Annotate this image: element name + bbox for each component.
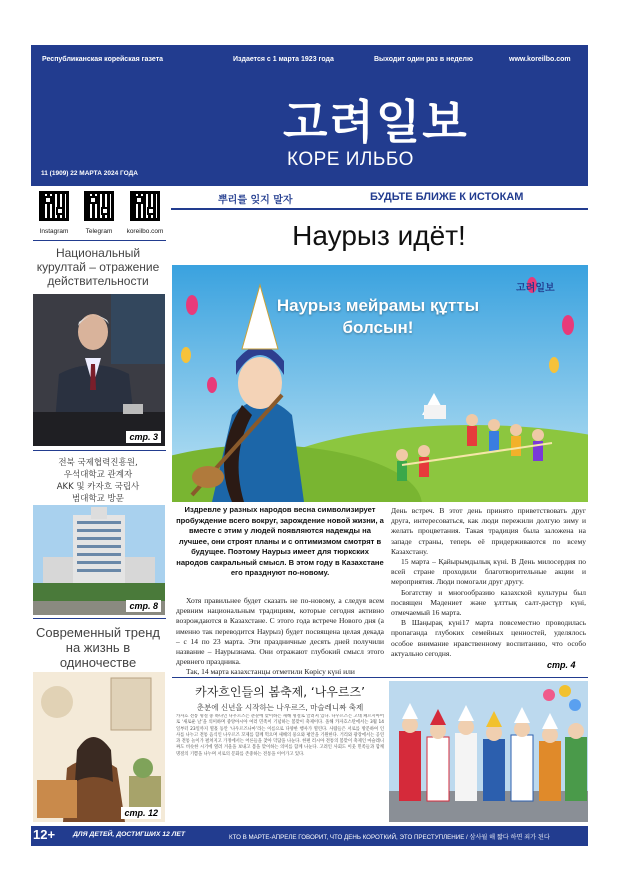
qr-label-website: koreilbo.com xyxy=(126,228,164,235)
masthead xyxy=(31,45,588,186)
divider xyxy=(33,450,166,451)
qr-code-instagram[interactable] xyxy=(39,191,69,221)
article-paragraph: Так, 14 марта казахстанцы отметили Көрісу күні или xyxy=(186,667,355,677)
slogan-russian: БУДЬТЕ БЛИЖЕ К ИСТОКАМ xyxy=(370,191,524,203)
sidebar-teaser-title-3[interactable]: Современный тренд на жизнь в одиночестве xyxy=(36,625,160,670)
page-ref-2[interactable]: стр. 8 xyxy=(126,600,161,612)
qr-label-telegram: Telegram xyxy=(85,228,113,235)
poster-title: Наурыз мейрамы құтты болсын! xyxy=(276,296,480,337)
article-column-1 xyxy=(176,596,384,678)
divider xyxy=(33,240,166,241)
issue-date: 11 (1909) 22 МАРТА 2024 ГОДА xyxy=(41,170,138,177)
korean-article-body: 카자흐 전통 명절 중 하나인 나우르즈는 춘분에 맞이하는 새해 명절로 알려져 있다. 나우르즈는 고대 페르시아어로 ‘새로운 날’을 의미하며 중앙아시아 여러 민족이 기념하는 봄맞이 축제이다. 올해 카자흐스탄에서는 3월 14일부터 23일까지 열흘 동안 ‘나우르즈나마’라는 이름으로 다양한 행사가 열린다. 사람들은 서로를 방문하여 인사를 나누고 전통 음식인 나우르즈 꼬제를 함께 먹으며 새해의 풍요와 평안을 기원한다. 거리와 광장에서는 공연과 전통 놀이가 펼쳐지고 가정에서는 어른들을 찾아 덕담을 나눈다. 한편 러시아 전통의 봄맞이 축제인 마슬레니짜도 비슷한 시기에 열려 겨울을 보내고 봄을 맞이하는 의미를 함께 나눈다. 고려인 사회도 이웃 민족들과 함께 명절의 기쁨을 나누며 서로의 문화를 존중하는 전통을 이어가고 있다. xyxy=(176,714,384,757)
president-photo xyxy=(33,294,165,446)
korean-article-headline: 카자흐인들의 봄축제, ‘나우르즈’ xyxy=(195,685,365,699)
logo-korean: 고려일보 xyxy=(283,95,469,149)
article-paragraph: В Шаңырақ күні17 марта повсеместно проводилась пропаганда глубоких семейных ценностей, уделялось особое внимание нравственному воспитанию, что особо актуально сегодня. xyxy=(391,618,586,658)
article-paragraph: Богатству и многообразию казахской культуры был посвящен Мәдениет және ұлттық салт-дәстүр күні, отмечаемый 16 марта. xyxy=(391,587,586,618)
korean-article-subhead: 춘분에 신년을 시작하는 나우르즈, 마슬레니짜 축제 xyxy=(196,703,364,712)
article-paragraph: 15 марта – Қайырымдылық күні. В День милосердия по всей стране проходили благотворительные акции и мероприятия. Люди помогали друг другу. xyxy=(391,557,586,587)
nauryz-poster xyxy=(172,265,588,502)
lead-paragraph: Издревле у разных народов весна символизирует пробуждение всего вокруг, зарождение новой жизни, а вместе с этим у людей появляются надежды на лучшее, они строят планы и с оптимизмом смотрят в будущее. Поэтому Наурыз имеет для тюркских народов сакральный смысл. В этом году в Казахстане его празднуют по-новому. xyxy=(176,505,384,577)
university-photo xyxy=(33,505,165,615)
slogan-bar xyxy=(171,186,588,210)
page-ref-1[interactable]: стр. 3 xyxy=(126,431,161,443)
festival-photo xyxy=(389,681,588,822)
footer-proverb: КТО В МАРТЕ-АПРЕЛЕ ГОВОРИТ, ЧТО ДЕНЬ КОРОТКИЙ, ЭТО ПРЕСТУПЛЕНИЕ / 삼사월 해 짧다 하면 죄가 된다 xyxy=(229,834,550,841)
masthead-since: Издается с 1 марта 1923 года xyxy=(233,56,334,63)
sidebar-teaser-title-2[interactable]: 전북 국제협력진흥원, 우석대학교 관계자 AKK 및 카자흐 국립사범대학교 방문 xyxy=(56,458,140,504)
qr-code-telegram[interactable] xyxy=(84,191,114,221)
age-rating-text: ДЛЯ ДЕТЕЙ, ДОСТИГШИХ 12 ЛЕТ xyxy=(73,831,186,838)
illustration-solo-living xyxy=(33,672,165,822)
page-ref-4[interactable]: стр. 4 xyxy=(547,660,576,670)
poster-logo: 고려일보 xyxy=(516,283,555,294)
main-headline: Наурыз идёт! xyxy=(292,220,466,251)
qr-code-website[interactable] xyxy=(130,191,160,221)
footer-bar xyxy=(31,826,588,846)
qr-label-instagram: Instagram xyxy=(39,228,69,235)
logo-russian: КОРЕ ИЛЬБО xyxy=(287,149,414,170)
page-ref-3[interactable]: стр. 12 xyxy=(121,807,161,819)
slogan-korean: 뿌리를 잊지 말자 xyxy=(218,195,293,206)
article-column-2 xyxy=(391,506,586,659)
article-paragraph: День встреч. В этот день принято приветствовать друг друга, интересоваться, как люди пережили долгую зиму и желать процветания. Такая традиция была заложена на западе страны, теперь её придерживаются по всему Казахстану. xyxy=(391,506,586,556)
sidebar-teaser-title-1[interactable]: Национальный курултай – отражение действительности xyxy=(36,246,160,288)
masthead-website[interactable]: www.koreilbo.com xyxy=(509,56,571,63)
masthead-subtitle: Республиканская корейская газета xyxy=(42,56,164,63)
masthead-frequency: Выходит один раз в неделю xyxy=(374,56,473,63)
divider xyxy=(33,618,166,619)
article-paragraph: Хотя правильнее будет сказать не по-новому, а следуя всем древним национальным традициям, которые сегодня активно возрождаются в Казахстане. С этого года встрече Нового дня (а именно так переводится Наурыз) будет посвящена целая декада – с 14 по 23 марта. Эти праздничные десять дней получили название – Наурызнама. Они отражают глубокий смысл этого древнего праздника. xyxy=(176,596,384,667)
age-rating: 12+ xyxy=(33,827,56,842)
divider xyxy=(172,677,588,678)
